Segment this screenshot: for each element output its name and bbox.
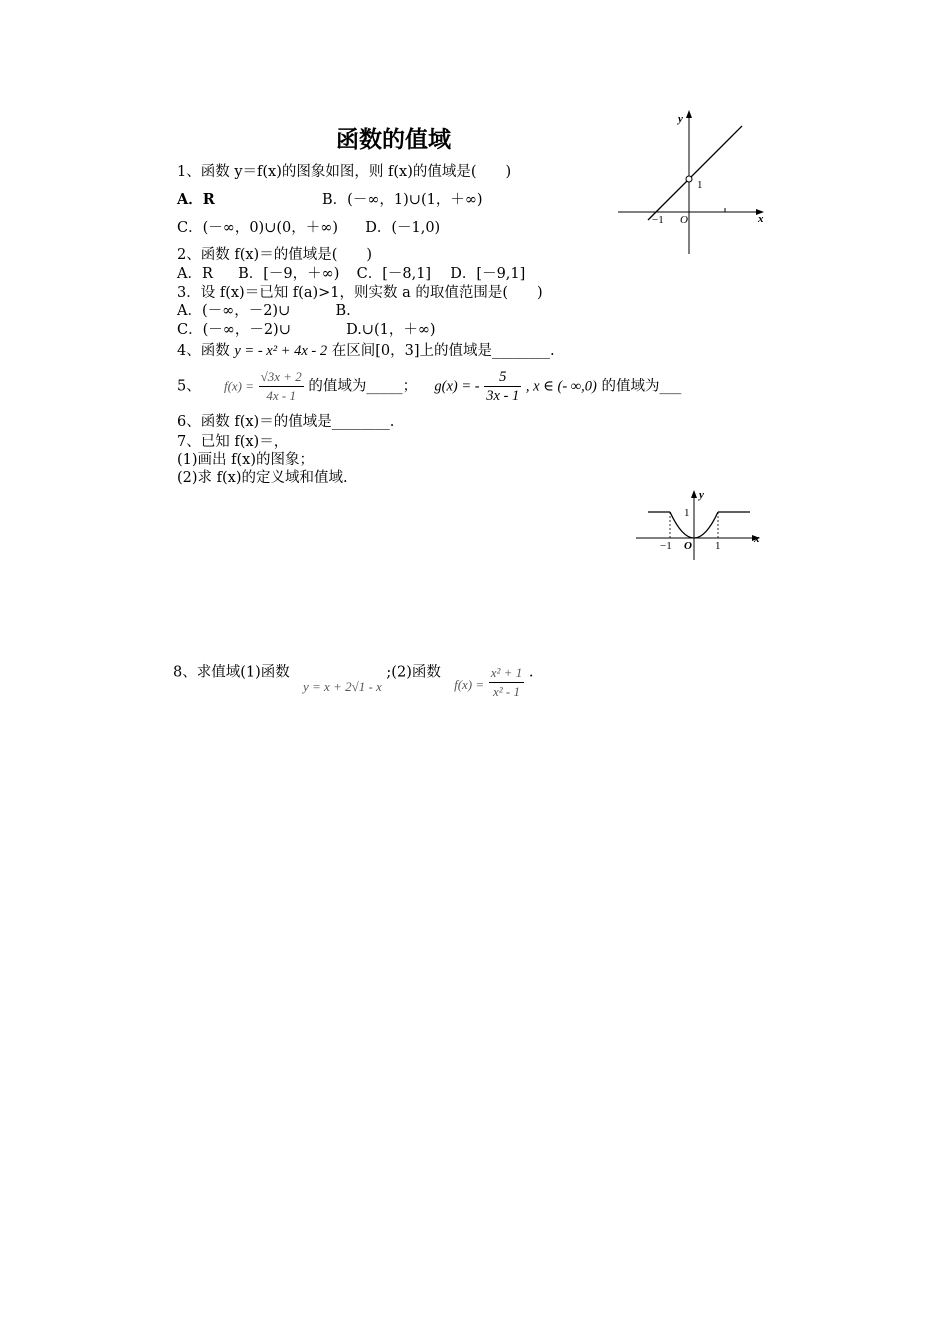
- q8-f-fraction: [489, 664, 524, 701]
- graph1-line: [648, 126, 742, 220]
- q8: [173, 654, 534, 699]
- q8-f-lhs: f(x) =: [454, 676, 485, 692]
- graph1-tick-neg1: −1: [652, 214, 664, 226]
- q5-prefix: 5、: [177, 378, 201, 395]
- graph1-figure: [612, 108, 772, 258]
- graph2-tick-y1: 1: [684, 507, 690, 519]
- q7-part1: (1)画出 f(x)的图象；: [177, 452, 315, 468]
- q5-g-denominator: 3x - 1: [486, 388, 520, 404]
- q8-mid: ;(2)函数: [386, 664, 441, 681]
- q5-f-lhs: f(x) =: [223, 378, 255, 394]
- q3-option-c: C．(－∞，－2)∪: [177, 322, 291, 338]
- graph1-tick-1: 1: [697, 179, 703, 191]
- q7-stem: 7、已知 f(x)＝，: [177, 434, 289, 450]
- q1-options-row1: [177, 191, 483, 209]
- graph1-y-label: y: [678, 113, 683, 125]
- q4-prefix: 4、函数: [177, 343, 230, 359]
- q3-option-a: A．(－∞，－2)∪: [177, 303, 291, 319]
- q5-f-denominator: 4x - 1: [266, 388, 297, 403]
- q5-g-fraction: [484, 368, 521, 405]
- graph2-y-label: y: [699, 489, 704, 501]
- q2-option-a: A．R: [177, 266, 213, 282]
- q8-f-denominator: x² - 1: [492, 684, 520, 699]
- q2-stem: 2、函数 f(x)＝的值域是( ): [177, 247, 373, 263]
- q5-g-numerator: 5: [484, 368, 521, 387]
- q5: [177, 368, 681, 405]
- graph2-x-label: x: [754, 533, 760, 545]
- q3-option-d: D.∪(1，＋∞): [346, 322, 436, 338]
- q5-g-lhs: g(x) = -: [434, 378, 480, 395]
- q1-options-row2: [177, 219, 440, 237]
- q5-suffix: 的值域为___: [601, 378, 682, 395]
- q5-mid: 的值域为_____；: [308, 378, 418, 395]
- graph2-tick-x1: 1: [715, 540, 721, 552]
- q1-option-c: C．(－∞，0)∪(0，＋∞): [177, 220, 338, 236]
- q6: 6、函数 f(x)＝的值域是________.: [177, 414, 395, 430]
- graph1-origin: O: [680, 214, 688, 226]
- graph2-figure: [632, 486, 768, 566]
- q3-option-b: B.: [335, 303, 351, 319]
- graph1-x-label: x: [758, 213, 764, 225]
- q2-option-b: B．[－9，＋∞): [238, 266, 340, 282]
- page-title: 函数的值域: [336, 127, 451, 153]
- q3-options-row2: [177, 321, 436, 339]
- q8-expr1: y = x + 2√1 - x: [302, 678, 382, 694]
- q5-domain: , x ∈ (- ∞,0): [525, 378, 597, 395]
- q8-f-numerator: x² + 1: [489, 664, 524, 683]
- q1-option-a: A．R: [177, 191, 215, 208]
- q2-options: [177, 265, 525, 283]
- q1-option-b: B．(－∞，1)∪(1，＋∞): [322, 192, 483, 208]
- graph2-tick-neg1: −1: [660, 540, 672, 552]
- q8-prefix: 8、求值域(1)函数: [173, 664, 290, 681]
- q1-stem: 1、函数 y＝f(x)的图象如图，则 f(x)的值域是( ): [177, 164, 512, 180]
- graph2-origin: O: [684, 540, 692, 552]
- q8-end: .: [528, 664, 534, 681]
- q2-option-c: C．[－8,1]: [356, 266, 432, 282]
- q1-option-d: D．(－1,0): [365, 220, 441, 236]
- graph1-hole: [686, 176, 692, 182]
- q4-suffix: 在区间[0，3]上的值域是________.: [331, 343, 555, 359]
- q4: [177, 342, 555, 360]
- q5-f-numerator: √3x + 2: [259, 368, 304, 387]
- graph2-y-arrow: [691, 490, 697, 498]
- q4-expression: y = - x² + 4x - 2: [234, 343, 328, 359]
- graph1-y-arrow: [686, 110, 692, 118]
- q5-f-fraction: [259, 368, 304, 405]
- q3-options-row1: [177, 302, 351, 320]
- q7-part2: (2)求 f(x)的定义域和值域.: [177, 470, 348, 486]
- q2-option-d: D．[－9,1]: [450, 266, 526, 282]
- q3-stem: 3．设 f(x)＝已知 f(a)>1，则实数 a 的取值范围是( ): [177, 285, 543, 301]
